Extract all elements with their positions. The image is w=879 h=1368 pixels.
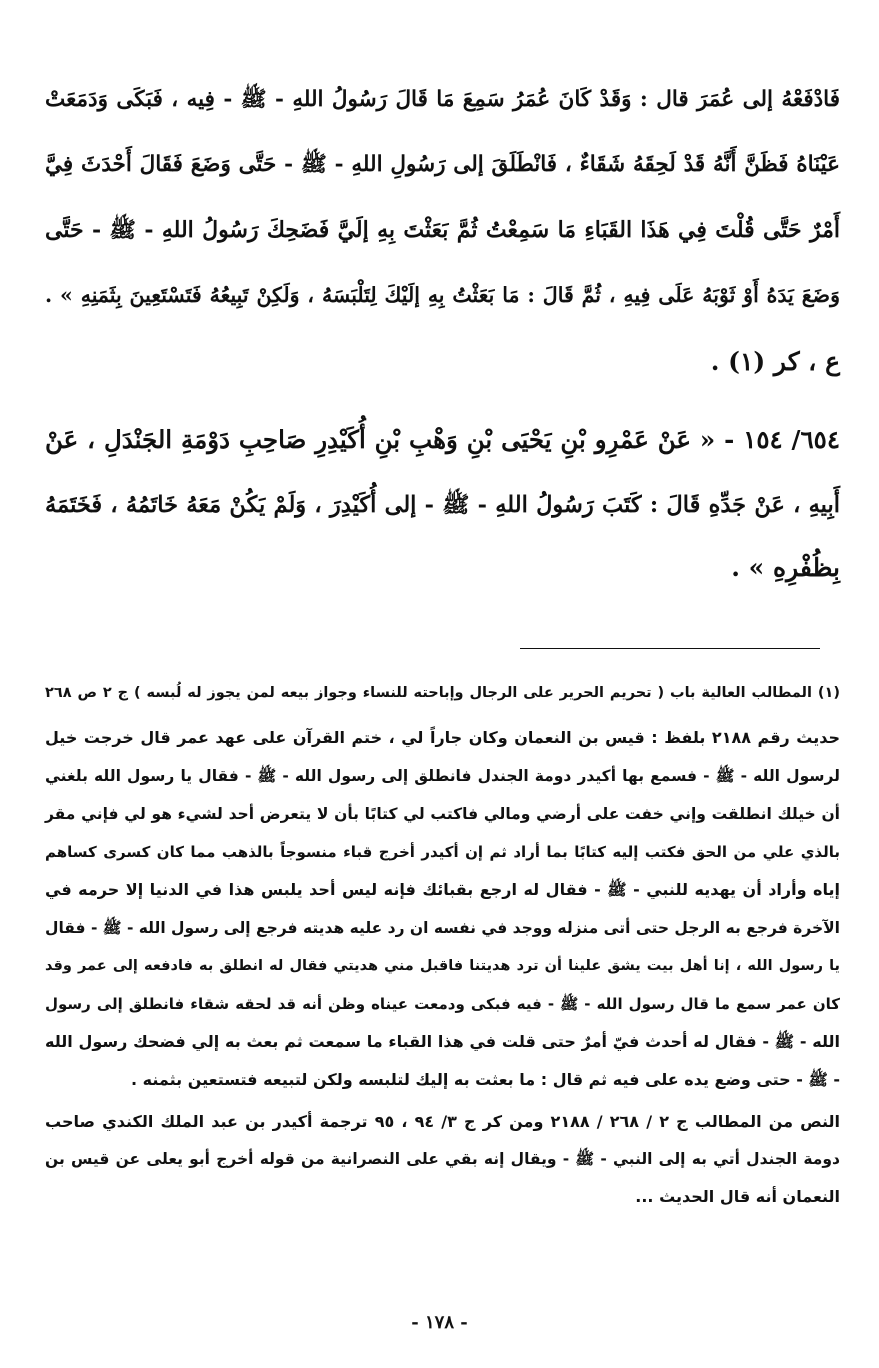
footnote-line: أن خيلك انطلقت وإني خفت على أرضي ومالي فاكتب لي كتابًا بأن لا يتعرض أحد لشيء هو لي فإني مقر [45, 805, 840, 823]
footnote-line: (١) المطالب العالية باب ( تحريم الحرير على الرجال وإباحته للنساء وجواز بيعه لمن يجوز له لُبسه ) ج ٢ ص ٢٦٨ [45, 685, 840, 701]
footnote-line: النعمان أنه قال الحديث ... [635, 1187, 840, 1206]
footnote-line: دومة الجندل أتي به إلى النبي - ﷺ - ويقال إنه بقي على النصرانية من قوله أخرج أبو يعلى عن قيس بن [45, 1150, 840, 1168]
footnote-line: إياه وأراد أن يهديه للنبي - ﷺ - فقال له ارجع بقبائك فإنه ليس أحد يلبس هذا في الدنيا إلا حرمه في [45, 880, 840, 899]
main-text-line: بِظُفْرِهِ » . [731, 553, 840, 582]
main-text-line: أَبِيهِ ، عَنْ جَدِّهِ قَالَ : كَتَبَ رَسُولُ اللهِ - ﷺ - إلى أُكَيْدِرَ ، وَلَمْ يَكُنْ مَعَهُ خَاتَمُهُ ، فَخَتَمَهُ [45, 492, 840, 518]
source-citation: ع ، كر (١) . [710, 347, 840, 376]
page-number: - ١٧٨ - [411, 1312, 468, 1333]
main-text-line: عَيْنَاهُ فَظَنَّ أَنَّهُ قَدْ لَحِقَهُ شَقَاءٌ ، فَانْطَلَقَ إلى رَسُولِ اللهِ - ﷺ - حَتَّى وَضَعَ فَقَالَ أَحْدَثَ فِيَّ [45, 152, 840, 177]
footnote-line: حديث رقم ٢١٨٨ بلفظ : قيس بن النعمان وكان جاراً لي ، ختم القرآن على عهد عمر قال خرجت خيل [45, 728, 841, 747]
footnote-line: كان عمر سمع ما قال رسول الله - ﷺ - فيه فبكى ودمعت عيناه وظن أنه قد لحقه شقاء فانطلق إلى رسول [45, 995, 840, 1013]
footnote-line: لرسول الله - ﷺ - فسمع بها أكيدر دومة الجندل فانطلق إلى رسول الله - ﷺ - فقال يا رسول الله بلغني [45, 767, 840, 785]
footnote-line: الآخرة فرجع به الرجل حتى أتى منزله ووجد في نفسه ان رد عليه هديته فرجع إلى رسول الله - ﷺ - فقال [45, 919, 840, 937]
main-text-line: وَضَعَ يَدَهُ أَوْ ثَوْبَهُ عَلَى فِيهِ ، ثُمَّ قَالَ : مَا بَعَثْتُ بِهِ إلَيْكَ لِتَلْبَسَهُ ، وَلَكِنْ تَبِيعُهُ فَتَسْتَعِينَ بِثَمَنِهِ » . [45, 283, 840, 307]
hadith-heading-line: ٦٥٤/ ١٥٤ - « عَنْ عَمْرِو بْنِ يَحْيَى بْنِ وَهْبِ بْنِ أُكَيْدِرِ صَاحِبِ دَوْمَةِ الجَنْدَلِ ، عَنْ [45, 425, 840, 454]
footnote-line: بالذي علي من الحق فكتب إليه كتابًا بما أراد ثم إن أكيدر أخرج قباء منسوجاً بالذهب مما كان كسرى كساهم [45, 843, 840, 861]
footnote-line: يا رسول الله ، إنا أهل بيت يشق علينا أن ترد هديتنا فاقبل مني هديتي فقال له انطلق به فادفعه إلى عمر وقد [45, 958, 840, 974]
footnote-divider [520, 648, 820, 649]
main-text-line: أَمْرٌ حَتَّى قُلْتَ فِي هَذَا القَبَاءِ مَا سَمِعْتُ ثُمَّ بَعَثْتَ بِهِ إلَيَّ فَضَحِكَ رَسُولُ اللهِ - ﷺ - حَتَّى [45, 217, 840, 243]
main-text-line: فَادْفَعْهُ إلى عُمَرَ قال : وَقَدْ كَانَ عُمَرُ سَمِعَ مَا قَالَ رَسُولُ اللهِ - ﷺ - فِيه ، فَبَكَى وَدَمَعَتْ [45, 87, 840, 112]
footnote-line: الله - ﷺ - فقال له أحدث فيّ أمرٌ حتى قلت في هذا القباء ما سمعت ثم بعث به إلي فضحك رسول الله [45, 1032, 840, 1051]
footnote-line: - ﷺ - حتى وضع يده على فيه ثم قال : ما بعثت به إليك لتلبسه ولكن لتبيعه فتستعين بثمنه . [131, 1070, 840, 1089]
footnote-line: النص من المطالب ج ٢ / ٢٦٨ / ٢١٨٨ ومن كر ج ٣/ ٩٤ ، ٩٥ ترجمة أكيدر بن عبد الملك الكندي صاحب [45, 1112, 841, 1131]
